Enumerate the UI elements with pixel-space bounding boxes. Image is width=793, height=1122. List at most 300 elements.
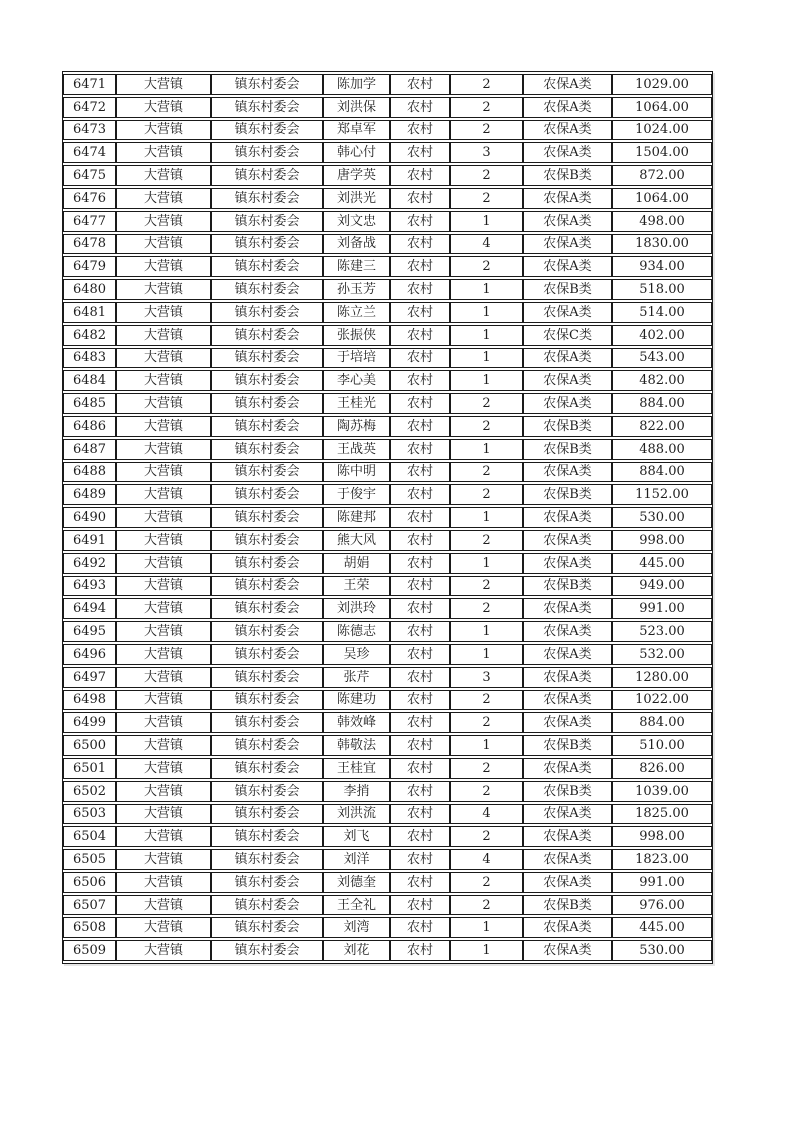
cell-village-committee: 镇东村委会	[211, 120, 323, 141]
table-row	[63, 576, 712, 597]
cell-residence-type: 农村	[390, 279, 450, 300]
cell-person-name: 刘备战	[323, 234, 390, 255]
cell-town: 大营镇	[116, 621, 211, 642]
cell-insurance-category: 农保A类	[523, 256, 612, 277]
cell-insurance-category: 农保A类	[523, 804, 612, 825]
cell-village-committee: 镇东村委会	[211, 142, 323, 163]
cell-residence-type: 农村	[390, 712, 450, 733]
cell-amount: 1830.00	[612, 234, 712, 255]
cell-person-name: 张芹	[323, 667, 390, 688]
cell-town: 大营镇	[116, 781, 211, 802]
cell-person-name: 孙玉芳	[323, 279, 390, 300]
cell-person-name: 熊大风	[323, 530, 390, 551]
cell-residence-type: 农村	[390, 439, 450, 460]
cell-amount: 518.00	[612, 279, 712, 300]
cell-amount: 1064.00	[612, 97, 712, 118]
table-row	[63, 849, 712, 870]
cell-amount: 998.00	[612, 530, 712, 551]
cell-residence-type: 农村	[390, 188, 450, 209]
cell-person-count: 2	[450, 895, 523, 916]
cell-insurance-category: 农保A类	[523, 74, 612, 95]
cell-insurance-category: 农保A类	[523, 370, 612, 391]
cell-person-count: 2	[450, 758, 523, 779]
cell-village-committee: 镇东村委会	[211, 325, 323, 346]
cell-person-count: 2	[450, 188, 523, 209]
cell-town: 大营镇	[116, 758, 211, 779]
cell-person-name: 吴珍	[323, 644, 390, 665]
cell-insurance-category: 农保A类	[523, 462, 612, 483]
table-row	[63, 462, 712, 483]
cell-amount: 498.00	[612, 211, 712, 232]
cell-amount: 1039.00	[612, 781, 712, 802]
cell-amount: 872.00	[612, 165, 712, 186]
cell-insurance-category: 农保A类	[523, 667, 612, 688]
cell-serial-number: 6483	[63, 348, 116, 369]
cell-insurance-category: 农保A类	[523, 826, 612, 847]
cell-town: 大营镇	[116, 302, 211, 323]
cell-serial-number: 6496	[63, 644, 116, 665]
cell-village-committee: 镇东村委会	[211, 302, 323, 323]
cell-residence-type: 农村	[390, 917, 450, 938]
cell-residence-type: 农村	[390, 644, 450, 665]
cell-person-count: 1	[450, 348, 523, 369]
cell-serial-number: 6472	[63, 97, 116, 118]
cell-amount: 1152.00	[612, 484, 712, 505]
table-row	[63, 416, 712, 437]
cell-residence-type: 农村	[390, 872, 450, 893]
table-row	[63, 74, 712, 95]
cell-residence-type: 农村	[390, 826, 450, 847]
cell-residence-type: 农村	[390, 211, 450, 232]
cell-person-count: 3	[450, 142, 523, 163]
cell-amount: 822.00	[612, 416, 712, 437]
cell-town: 大营镇	[116, 74, 211, 95]
cell-person-name: 陈立兰	[323, 302, 390, 323]
cell-person-name: 陈中明	[323, 462, 390, 483]
cell-village-committee: 镇东村委会	[211, 165, 323, 186]
table-row	[63, 826, 712, 847]
cell-person-name: 王战英	[323, 439, 390, 460]
cell-residence-type: 农村	[390, 97, 450, 118]
cell-amount: 884.00	[612, 462, 712, 483]
cell-village-committee: 镇东村委会	[211, 234, 323, 255]
cell-serial-number: 6503	[63, 804, 116, 825]
cell-insurance-category: 农保B类	[523, 484, 612, 505]
table-row	[63, 325, 712, 346]
cell-person-count: 1	[450, 917, 523, 938]
cell-serial-number: 6491	[63, 530, 116, 551]
cell-insurance-category: 农保B类	[523, 895, 612, 916]
table-row	[63, 895, 712, 916]
cell-amount: 530.00	[612, 940, 712, 961]
cell-amount: 826.00	[612, 758, 712, 779]
table-row	[63, 940, 712, 961]
cell-amount: 1064.00	[612, 188, 712, 209]
cell-village-committee: 镇东村委会	[211, 781, 323, 802]
cell-residence-type: 农村	[390, 462, 450, 483]
cell-insurance-category: 农保A类	[523, 348, 612, 369]
cell-person-name: 刘洪玲	[323, 598, 390, 619]
cell-village-committee: 镇东村委会	[211, 804, 323, 825]
cell-person-name: 于培培	[323, 348, 390, 369]
cell-insurance-category: 农保B类	[523, 279, 612, 300]
cell-person-name: 韩心付	[323, 142, 390, 163]
cell-village-committee: 镇东村委会	[211, 667, 323, 688]
cell-amount: 998.00	[612, 826, 712, 847]
cell-serial-number: 6487	[63, 439, 116, 460]
cell-insurance-category: 农保A类	[523, 917, 612, 938]
cell-person-count: 2	[450, 462, 523, 483]
cell-town: 大营镇	[116, 211, 211, 232]
cell-village-committee: 镇东村委会	[211, 256, 323, 277]
cell-serial-number: 6492	[63, 553, 116, 574]
cell-amount: 1029.00	[612, 74, 712, 95]
cell-village-committee: 镇东村委会	[211, 188, 323, 209]
cell-person-name: 陈建功	[323, 690, 390, 711]
cell-town: 大营镇	[116, 279, 211, 300]
cell-insurance-category: 农保A类	[523, 872, 612, 893]
table-row	[63, 530, 712, 551]
cell-serial-number: 6476	[63, 188, 116, 209]
cell-insurance-category: 农保B类	[523, 735, 612, 756]
cell-person-count: 2	[450, 97, 523, 118]
cell-residence-type: 农村	[390, 234, 450, 255]
cell-person-name: 刘洋	[323, 849, 390, 870]
cell-village-committee: 镇东村委会	[211, 826, 323, 847]
cell-residence-type: 农村	[390, 781, 450, 802]
cell-person-count: 1	[450, 507, 523, 528]
table-row	[63, 256, 712, 277]
cell-town: 大营镇	[116, 940, 211, 961]
cell-person-name: 张振侠	[323, 325, 390, 346]
cell-person-name: 刘花	[323, 940, 390, 961]
table-row	[63, 690, 712, 711]
cell-person-count: 2	[450, 416, 523, 437]
table-row	[63, 97, 712, 118]
table-row	[63, 370, 712, 391]
cell-person-name: 王桂光	[323, 393, 390, 414]
cell-village-committee: 镇东村委会	[211, 348, 323, 369]
cell-serial-number: 6501	[63, 758, 116, 779]
cell-town: 大营镇	[116, 598, 211, 619]
cell-village-committee: 镇东村委会	[211, 576, 323, 597]
cell-town: 大营镇	[116, 439, 211, 460]
cell-insurance-category: 农保A类	[523, 120, 612, 141]
table-row	[63, 644, 712, 665]
table-row	[63, 712, 712, 733]
cell-residence-type: 农村	[390, 576, 450, 597]
cell-town: 大营镇	[116, 142, 211, 163]
cell-amount: 934.00	[612, 256, 712, 277]
cell-residence-type: 农村	[390, 895, 450, 916]
cell-insurance-category: 农保A类	[523, 758, 612, 779]
cell-person-count: 4	[450, 849, 523, 870]
cell-amount: 445.00	[612, 917, 712, 938]
cell-serial-number: 6488	[63, 462, 116, 483]
cell-person-count: 2	[450, 484, 523, 505]
cell-town: 大营镇	[116, 826, 211, 847]
table-row	[63, 872, 712, 893]
cell-insurance-category: 农保B类	[523, 416, 612, 437]
cell-person-count: 1	[450, 940, 523, 961]
cell-amount: 1825.00	[612, 804, 712, 825]
cell-person-name: 陈德志	[323, 621, 390, 642]
cell-insurance-category: 农保A类	[523, 530, 612, 551]
cell-person-count: 1	[450, 325, 523, 346]
cell-amount: 543.00	[612, 348, 712, 369]
cell-serial-number: 6494	[63, 598, 116, 619]
cell-person-count: 2	[450, 781, 523, 802]
cell-serial-number: 6509	[63, 940, 116, 961]
cell-amount: 488.00	[612, 439, 712, 460]
cell-village-committee: 镇东村委会	[211, 644, 323, 665]
table-row	[63, 735, 712, 756]
cell-person-count: 1	[450, 621, 523, 642]
cell-person-count: 2	[450, 74, 523, 95]
cell-village-committee: 镇东村委会	[211, 416, 323, 437]
cell-village-committee: 镇东村委会	[211, 74, 323, 95]
cell-person-count: 2	[450, 872, 523, 893]
cell-residence-type: 农村	[390, 256, 450, 277]
cell-person-count: 1	[450, 735, 523, 756]
cell-person-name: 刘洪光	[323, 188, 390, 209]
cell-person-count: 2	[450, 712, 523, 733]
cell-amount: 949.00	[612, 576, 712, 597]
cell-insurance-category: 农保A类	[523, 849, 612, 870]
cell-serial-number: 6482	[63, 325, 116, 346]
cell-residence-type: 农村	[390, 302, 450, 323]
cell-serial-number: 6493	[63, 576, 116, 597]
table-row	[63, 188, 712, 209]
cell-person-name: 陈加学	[323, 74, 390, 95]
cell-person-name: 唐学英	[323, 165, 390, 186]
cell-town: 大营镇	[116, 325, 211, 346]
subsidy-roster-table	[62, 71, 713, 964]
table-row	[63, 439, 712, 460]
table-row	[63, 553, 712, 574]
cell-residence-type: 农村	[390, 667, 450, 688]
cell-amount: 991.00	[612, 598, 712, 619]
cell-residence-type: 农村	[390, 165, 450, 186]
cell-insurance-category: 农保B类	[523, 439, 612, 460]
cell-serial-number: 6481	[63, 302, 116, 323]
cell-village-committee: 镇东村委会	[211, 872, 323, 893]
cell-serial-number: 6504	[63, 826, 116, 847]
cell-serial-number: 6475	[63, 165, 116, 186]
cell-amount: 976.00	[612, 895, 712, 916]
cell-village-committee: 镇东村委会	[211, 895, 323, 916]
cell-person-name: 郑卓军	[323, 120, 390, 141]
cell-town: 大营镇	[116, 370, 211, 391]
table-row	[63, 234, 712, 255]
cell-amount: 482.00	[612, 370, 712, 391]
cell-serial-number: 6477	[63, 211, 116, 232]
cell-insurance-category: 农保A类	[523, 712, 612, 733]
cell-person-count: 2	[450, 393, 523, 414]
cell-village-committee: 镇东村委会	[211, 621, 323, 642]
cell-person-name: 李捎	[323, 781, 390, 802]
cell-residence-type: 农村	[390, 120, 450, 141]
cell-residence-type: 农村	[390, 370, 450, 391]
cell-village-committee: 镇东村委会	[211, 97, 323, 118]
cell-insurance-category: 农保A类	[523, 188, 612, 209]
table-row	[63, 279, 712, 300]
cell-amount: 510.00	[612, 735, 712, 756]
cell-residence-type: 农村	[390, 849, 450, 870]
cell-insurance-category: 农保A类	[523, 598, 612, 619]
table-row	[63, 211, 712, 232]
table-row	[63, 120, 712, 141]
cell-insurance-category: 农保B类	[523, 576, 612, 597]
cell-person-name: 王全礼	[323, 895, 390, 916]
cell-residence-type: 农村	[390, 507, 450, 528]
cell-town: 大营镇	[116, 165, 211, 186]
cell-town: 大营镇	[116, 530, 211, 551]
cell-person-count: 1	[450, 644, 523, 665]
cell-insurance-category: 农保C类	[523, 325, 612, 346]
table-row	[63, 348, 712, 369]
cell-town: 大营镇	[116, 735, 211, 756]
cell-person-count: 1	[450, 553, 523, 574]
cell-residence-type: 农村	[390, 804, 450, 825]
cell-person-name: 王桂宜	[323, 758, 390, 779]
table-row	[63, 484, 712, 505]
cell-serial-number: 6499	[63, 712, 116, 733]
cell-person-count: 2	[450, 598, 523, 619]
cell-amount: 1504.00	[612, 142, 712, 163]
cell-village-committee: 镇东村委会	[211, 553, 323, 574]
cell-town: 大营镇	[116, 484, 211, 505]
cell-person-count: 4	[450, 234, 523, 255]
cell-residence-type: 农村	[390, 690, 450, 711]
cell-person-count: 2	[450, 120, 523, 141]
cell-amount: 884.00	[612, 393, 712, 414]
cell-residence-type: 农村	[390, 553, 450, 574]
cell-person-count: 2	[450, 826, 523, 847]
cell-town: 大营镇	[116, 895, 211, 916]
cell-village-committee: 镇东村委会	[211, 917, 323, 938]
cell-serial-number: 6473	[63, 120, 116, 141]
cell-town: 大营镇	[116, 872, 211, 893]
cell-town: 大营镇	[116, 462, 211, 483]
cell-amount: 532.00	[612, 644, 712, 665]
cell-town: 大营镇	[116, 690, 211, 711]
cell-amount: 1022.00	[612, 690, 712, 711]
cell-amount: 1280.00	[612, 667, 712, 688]
cell-person-count: 1	[450, 370, 523, 391]
cell-residence-type: 农村	[390, 530, 450, 551]
cell-residence-type: 农村	[390, 325, 450, 346]
cell-town: 大营镇	[116, 234, 211, 255]
cell-serial-number: 6471	[63, 74, 116, 95]
cell-person-name: 刘洪保	[323, 97, 390, 118]
cell-serial-number: 6479	[63, 256, 116, 277]
cell-town: 大营镇	[116, 712, 211, 733]
cell-person-count: 2	[450, 576, 523, 597]
cell-village-committee: 镇东村委会	[211, 690, 323, 711]
table-row	[63, 667, 712, 688]
cell-residence-type: 农村	[390, 484, 450, 505]
cell-person-name: 于俊宇	[323, 484, 390, 505]
table-row	[63, 393, 712, 414]
cell-serial-number: 6489	[63, 484, 116, 505]
cell-town: 大营镇	[116, 667, 211, 688]
cell-amount: 1823.00	[612, 849, 712, 870]
cell-person-name: 陈建邦	[323, 507, 390, 528]
cell-person-count: 2	[450, 165, 523, 186]
table-body	[63, 74, 712, 961]
cell-person-count: 2	[450, 530, 523, 551]
cell-serial-number: 6506	[63, 872, 116, 893]
cell-town: 大营镇	[116, 256, 211, 277]
cell-serial-number: 6508	[63, 917, 116, 938]
cell-amount: 991.00	[612, 872, 712, 893]
cell-village-committee: 镇东村委会	[211, 484, 323, 505]
cell-town: 大营镇	[116, 97, 211, 118]
cell-residence-type: 农村	[390, 348, 450, 369]
cell-residence-type: 农村	[390, 621, 450, 642]
cell-serial-number: 6500	[63, 735, 116, 756]
cell-insurance-category: 农保A类	[523, 553, 612, 574]
cell-residence-type: 农村	[390, 74, 450, 95]
cell-person-name: 韩效峰	[323, 712, 390, 733]
cell-insurance-category: 农保A类	[523, 507, 612, 528]
cell-village-committee: 镇东村委会	[211, 712, 323, 733]
cell-insurance-category: 农保A类	[523, 393, 612, 414]
cell-residence-type: 农村	[390, 416, 450, 437]
cell-serial-number: 6498	[63, 690, 116, 711]
cell-town: 大营镇	[116, 553, 211, 574]
cell-village-committee: 镇东村委会	[211, 393, 323, 414]
table-row	[63, 781, 712, 802]
cell-amount: 530.00	[612, 507, 712, 528]
cell-serial-number: 6495	[63, 621, 116, 642]
cell-insurance-category: 农保A类	[523, 234, 612, 255]
cell-insurance-category: 农保A类	[523, 142, 612, 163]
table-row	[63, 507, 712, 528]
cell-town: 大营镇	[116, 188, 211, 209]
cell-person-name: 陶苏梅	[323, 416, 390, 437]
cell-amount: 1024.00	[612, 120, 712, 141]
table-row	[63, 804, 712, 825]
cell-insurance-category: 农保A类	[523, 940, 612, 961]
cell-town: 大营镇	[116, 120, 211, 141]
cell-person-count: 1	[450, 211, 523, 232]
cell-serial-number: 6490	[63, 507, 116, 528]
cell-insurance-category: 农保A类	[523, 621, 612, 642]
cell-serial-number: 6486	[63, 416, 116, 437]
cell-insurance-category: 农保A类	[523, 211, 612, 232]
cell-insurance-category: 农保A类	[523, 97, 612, 118]
cell-village-committee: 镇东村委会	[211, 758, 323, 779]
cell-serial-number: 6478	[63, 234, 116, 255]
cell-village-committee: 镇东村委会	[211, 279, 323, 300]
cell-person-count: 3	[450, 667, 523, 688]
cell-amount: 523.00	[612, 621, 712, 642]
cell-residence-type: 农村	[390, 393, 450, 414]
cell-insurance-category: 农保A类	[523, 302, 612, 323]
cell-village-committee: 镇东村委会	[211, 598, 323, 619]
cell-insurance-category: 农保A类	[523, 644, 612, 665]
cell-insurance-category: 农保A类	[523, 690, 612, 711]
table-row	[63, 142, 712, 163]
cell-person-name: 刘湾	[323, 917, 390, 938]
cell-town: 大营镇	[116, 917, 211, 938]
cell-village-committee: 镇东村委会	[211, 530, 323, 551]
table-row	[63, 758, 712, 779]
cell-person-name: 刘德奎	[323, 872, 390, 893]
cell-person-count: 1	[450, 302, 523, 323]
